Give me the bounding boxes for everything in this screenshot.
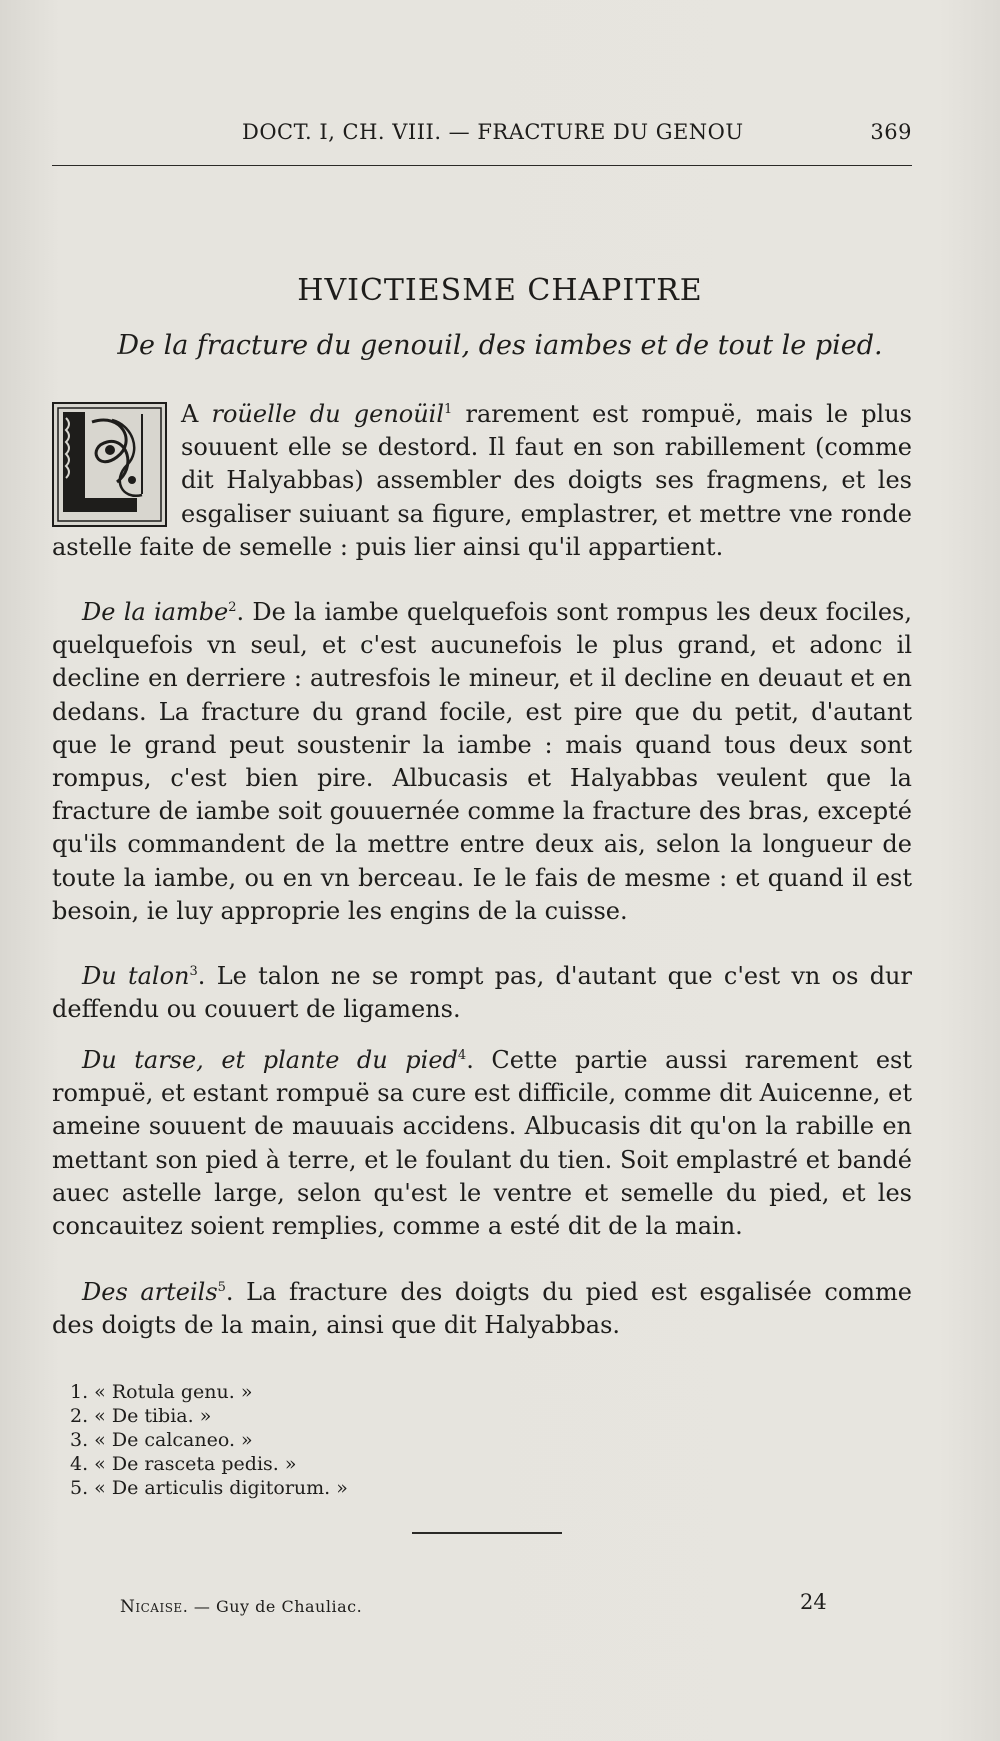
decorated-initial-l-icon bbox=[52, 402, 167, 527]
paragraph-iambe bbox=[52, 596, 912, 928]
lead-italic: De la iambe bbox=[82, 598, 229, 626]
paragraph-text: rarement est rompuë, mais le plus souuent elle se destord. Il faut en son rabillement (comme dit Halyabbas) assembler des doigts ses fragmens, et les esgaliser suiuant sa figure, emplastrer, et mettre vne ronde astelle faite de semelle : puis lier ainsi qu'il appartient. bbox=[52, 400, 913, 561]
paragraph-text: . Le talon ne se rompt pas, d'autant que c'est vn os dur deffendu ou couuert de ligamens. bbox=[52, 962, 912, 1024]
footnote: 5. « De articulis digitorum. » bbox=[70, 1477, 348, 1499]
running-header bbox=[52, 120, 912, 150]
paragraph-arteils bbox=[52, 1276, 912, 1342]
body-text-5 bbox=[52, 1276, 912, 1342]
lead-italic: roüelle du genoüil bbox=[198, 400, 445, 428]
signature-number: 24 bbox=[800, 1590, 827, 1614]
lead-caps: A bbox=[181, 400, 199, 428]
footnote: 1. « Rotula genu. » bbox=[70, 1381, 253, 1403]
paragraph-tarse bbox=[52, 1044, 912, 1243]
note-ref-2: 2 bbox=[228, 600, 237, 615]
lead-italic: Du talon bbox=[82, 962, 190, 990]
running-title: DOCT. I, CH. VIII. — FRACTURE DU GENOU bbox=[242, 120, 744, 144]
footer-author bbox=[120, 1597, 362, 1617]
body-text-3 bbox=[52, 960, 912, 1026]
paragraph-text: . De la iambe quelquefois sont rompus les deux fociles, quelquefois vn seul, et c'est aucunefois le plus grand, et adonc il decline en derriere : autresfois le mineur, et il decline en deuaut et en dedans. La fracture du grand focile, est pire que du petit, d'autant que le grand peut soustenir la iambe : mais quand tous deux sont rompus, c'est bien pire. Albucasis et Halyabbas veulent que la fracture de iambe soit gouuernée comme la fracture des bras, excepté qu'ils commandent de la mettre entre deux ais, selon la longueur de toute la iambe, ou en vn berceau. Ie le fais de mesme : et quand il est besoin, ie luy approprie les engins de la cuisse. bbox=[52, 598, 912, 925]
body-text-2 bbox=[52, 596, 912, 928]
chapter-subtitle: De la fracture du genouil, des iambes et de tout le pied. bbox=[117, 330, 883, 361]
paragraph-text: . Cette partie aussi rarement est rompuë, et estant rompuë sa cure est difficile, comme dit Auicenne, et ameine souuent de mauuais accidens. Albucasis dit qu'on la rabille en mettant son pied à terre, et le foulant du tien. Soit emplastré et bandé auec astelle large, selon qu'est le ventre et semelle du pied, et les concauitez soient remplies, comme a esté dit de la main. bbox=[52, 1046, 912, 1241]
page-number: 369 bbox=[870, 120, 912, 144]
note-ref-1: 1 bbox=[444, 402, 453, 417]
note-ref-5: 5 bbox=[217, 1280, 226, 1295]
author-rest: . — Guy de Chauliac. bbox=[182, 1597, 363, 1616]
paragraph-talon bbox=[52, 960, 912, 1026]
chapter-title: HVICTIESME CHAPITRE bbox=[297, 273, 703, 308]
footnote-rule bbox=[412, 1532, 562, 1534]
initial-letter: L bbox=[74, 494, 75, 495]
header-rule bbox=[52, 165, 912, 166]
footnote: 3. « De calcaneo. » bbox=[70, 1429, 253, 1451]
footnote: 4. « De rasceta pedis. » bbox=[70, 1453, 297, 1475]
paragraph-rotula bbox=[52, 398, 912, 564]
note-ref-4: 4 bbox=[457, 1048, 467, 1063]
footnotes bbox=[70, 1380, 570, 1500]
author-caps: Nicaise bbox=[120, 1597, 183, 1617]
body-text bbox=[52, 398, 912, 564]
paragraph-text: . La fracture des doigts du pied est esgalisée comme des doigts de la main, ainsi que dit Halyabbas. bbox=[52, 1278, 913, 1340]
footnote: 2. « De tibia. » bbox=[70, 1405, 212, 1427]
lead-italic: Du tarse, et plante du pied bbox=[82, 1046, 458, 1074]
body-text-4 bbox=[52, 1044, 912, 1243]
note-ref-3: 3 bbox=[189, 964, 198, 979]
lead-italic: Des arteils bbox=[82, 1278, 218, 1306]
